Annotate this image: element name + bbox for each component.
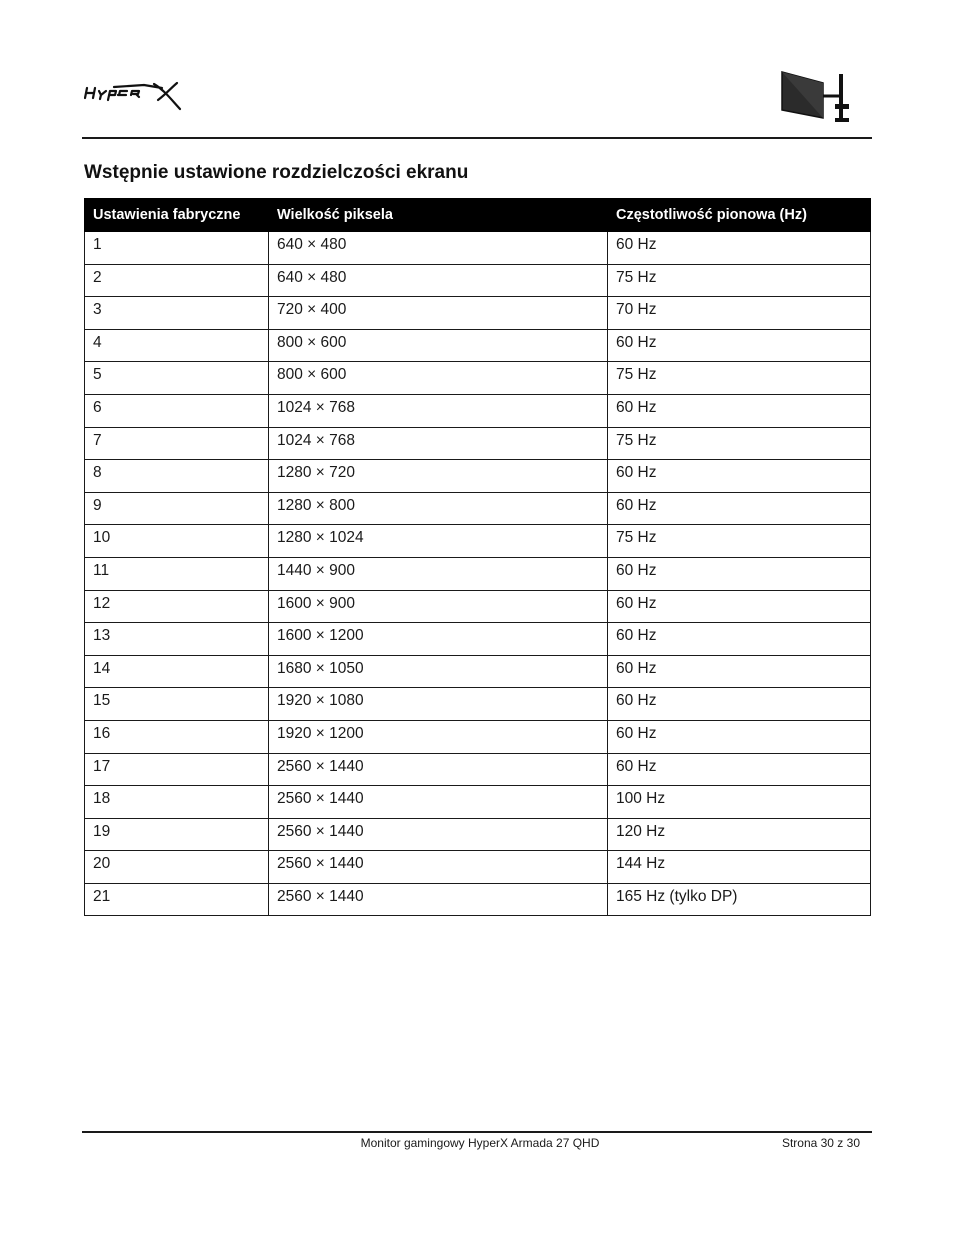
table-row xyxy=(85,394,871,427)
cell-preset: 3 xyxy=(85,297,269,330)
cell-preset: 11 xyxy=(85,557,269,590)
cell-preset: 20 xyxy=(85,851,269,884)
cell-pixel-format: 1280 × 800 xyxy=(269,492,608,525)
cell-vertical-frequency: 120 Hz xyxy=(608,818,871,851)
table-row xyxy=(85,329,871,362)
table-row xyxy=(85,786,871,819)
table-row xyxy=(85,525,871,558)
cell-pixel-format: 2560 × 1440 xyxy=(269,851,608,884)
cell-vertical-frequency: 60 Hz xyxy=(608,232,871,265)
cell-vertical-frequency: 60 Hz xyxy=(608,753,871,786)
cell-preset: 1 xyxy=(85,232,269,265)
cell-preset: 9 xyxy=(85,492,269,525)
cell-pixel-format: 1024 × 768 xyxy=(269,394,608,427)
cell-pixel-format: 2560 × 1440 xyxy=(269,753,608,786)
section-title: Wstępnie ustawione rozdzielczości ekranu xyxy=(84,162,469,183)
cell-pixel-format: 1920 × 1080 xyxy=(269,688,608,721)
hyperx-logo xyxy=(84,80,182,112)
footer-page-number: Strona 30 z 30 xyxy=(781,1136,860,1150)
cell-pixel-format: 640 × 480 xyxy=(269,264,608,297)
cell-preset: 16 xyxy=(85,720,269,753)
cell-preset: 6 xyxy=(85,394,269,427)
preset-resolutions-table xyxy=(84,198,871,916)
footer-document-title: Monitor gamingowy HyperX Armada 27 QHD xyxy=(360,1136,600,1150)
monitor-on-arm-icon xyxy=(779,70,853,126)
cell-vertical-frequency: 60 Hz xyxy=(608,460,871,493)
column-header-vertical-frequency: Częstotliwość pionowa (Hz) xyxy=(608,199,871,232)
table-row xyxy=(85,818,871,851)
column-header-preset: Ustawienia fabryczne xyxy=(85,199,269,232)
cell-vertical-frequency: 75 Hz xyxy=(608,525,871,558)
cell-preset: 13 xyxy=(85,623,269,656)
table-row xyxy=(85,655,871,688)
cell-vertical-frequency: 60 Hz xyxy=(608,623,871,656)
cell-preset: 5 xyxy=(85,362,269,395)
cell-preset: 17 xyxy=(85,753,269,786)
cell-pixel-format: 1440 × 900 xyxy=(269,557,608,590)
cell-vertical-frequency: 60 Hz xyxy=(608,688,871,721)
cell-pixel-format: 1280 × 720 xyxy=(269,460,608,493)
table-row xyxy=(85,557,871,590)
cell-preset: 7 xyxy=(85,427,269,460)
table-row xyxy=(85,688,871,721)
cell-pixel-format: 800 × 600 xyxy=(269,329,608,362)
cell-vertical-frequency: 60 Hz xyxy=(608,720,871,753)
cell-vertical-frequency: 75 Hz xyxy=(608,427,871,460)
table-row xyxy=(85,720,871,753)
cell-pixel-format: 1680 × 1050 xyxy=(269,655,608,688)
table-header-row xyxy=(85,199,871,232)
cell-preset: 12 xyxy=(85,590,269,623)
cell-pixel-format: 1600 × 900 xyxy=(269,590,608,623)
cell-preset: 2 xyxy=(85,264,269,297)
cell-vertical-frequency: 60 Hz xyxy=(608,329,871,362)
cell-preset: 15 xyxy=(85,688,269,721)
cell-vertical-frequency: 60 Hz xyxy=(608,655,871,688)
table-row xyxy=(85,590,871,623)
cell-preset: 14 xyxy=(85,655,269,688)
cell-vertical-frequency: 60 Hz xyxy=(608,394,871,427)
cell-vertical-frequency: 75 Hz xyxy=(608,264,871,297)
table-row xyxy=(85,753,871,786)
cell-pixel-format: 2560 × 1440 xyxy=(269,818,608,851)
column-header-pixel-format: Wielkość piksela xyxy=(269,199,608,232)
cell-pixel-format: 640 × 480 xyxy=(269,232,608,265)
table-row xyxy=(85,851,871,884)
cell-pixel-format: 2560 × 1440 xyxy=(269,786,608,819)
cell-vertical-frequency: 100 Hz xyxy=(608,786,871,819)
cell-preset: 18 xyxy=(85,786,269,819)
cell-preset: 21 xyxy=(85,883,269,916)
cell-preset: 10 xyxy=(85,525,269,558)
cell-vertical-frequency: 60 Hz xyxy=(608,557,871,590)
table-row xyxy=(85,362,871,395)
table-row xyxy=(85,883,871,916)
cell-vertical-frequency: 75 Hz xyxy=(608,362,871,395)
table-row xyxy=(85,297,871,330)
cell-pixel-format: 1920 × 1200 xyxy=(269,720,608,753)
cell-vertical-frequency: 70 Hz xyxy=(608,297,871,330)
cell-pixel-format: 1280 × 1024 xyxy=(269,525,608,558)
cell-vertical-frequency: 144 Hz xyxy=(608,851,871,884)
table-row xyxy=(85,427,871,460)
cell-pixel-format: 800 × 600 xyxy=(269,362,608,395)
header-divider xyxy=(82,137,872,139)
table-row xyxy=(85,492,871,525)
cell-preset: 8 xyxy=(85,460,269,493)
cell-pixel-format: 720 × 400 xyxy=(269,297,608,330)
cell-vertical-frequency: 60 Hz xyxy=(608,492,871,525)
cell-vertical-frequency: 165 Hz (tylko DP) xyxy=(608,883,871,916)
cell-pixel-format: 1024 × 768 xyxy=(269,427,608,460)
cell-preset: 4 xyxy=(85,329,269,362)
cell-pixel-format: 2560 × 1440 xyxy=(269,883,608,916)
table-row xyxy=(85,232,871,265)
footer-divider xyxy=(82,1131,872,1133)
table-body xyxy=(85,232,871,916)
cell-preset: 19 xyxy=(85,818,269,851)
table-row xyxy=(85,460,871,493)
table-row xyxy=(85,264,871,297)
table-row xyxy=(85,623,871,656)
cell-pixel-format: 1600 × 1200 xyxy=(269,623,608,656)
cell-vertical-frequency: 60 Hz xyxy=(608,590,871,623)
